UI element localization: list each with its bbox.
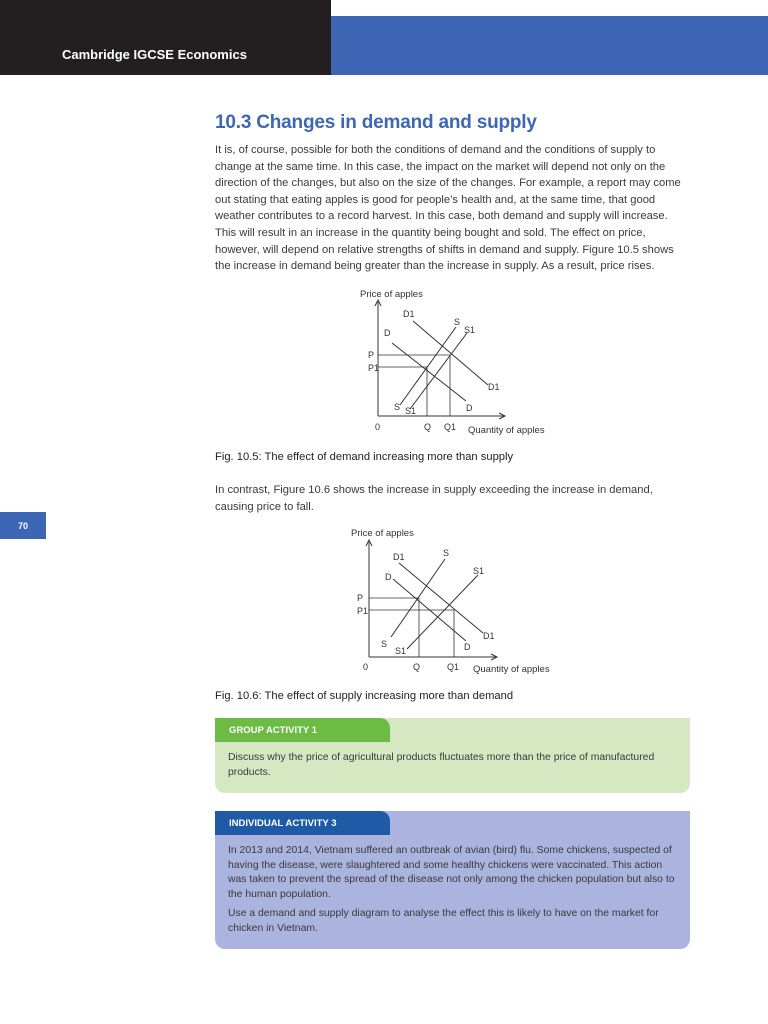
figure-10-5-caption: Fig. 10.5: The effect of demand increasing more than supply <box>215 451 514 463</box>
price-label-p1: P1 <box>368 363 380 373</box>
curve-label-s1-top: S1 <box>464 325 476 335</box>
curve-label-s1-top: S1 <box>473 566 485 576</box>
group-activity-heading: GROUP ACTIVITY 1 <box>215 718 390 742</box>
quantity-label-q: Q <box>413 662 421 672</box>
curve-label-s1-bottom: S1 <box>395 646 407 656</box>
curve-label-s-top: S <box>454 317 461 327</box>
curve-label-d-bottom: D <box>466 403 473 413</box>
curve-label-s1-bottom: S1 <box>405 406 417 416</box>
individual-activity-text-1: In 2013 and 2014, Vietnam suffered an outbreak of avian (bird) flu. Some chickens, suspected of having the disease, were slaughtered and some healthy chickens were vaccinated. This action was taken to prevent the spread of the disease not only among the chicken population but also to the human population. <box>228 845 675 900</box>
curve-label-s-top: S <box>443 548 450 558</box>
supply-curve-s1 <box>407 575 478 649</box>
curve-label-s-bottom: S <box>381 639 388 649</box>
header-dark-band <box>0 0 331 75</box>
curve-label-d1-top: D1 <box>403 309 415 319</box>
price-label-p: P <box>368 350 375 360</box>
group-activity-text: Discuss why the price of agricultural products fluctuates more than the price of manufactured products. <box>228 752 655 778</box>
header-blue-band <box>331 16 768 75</box>
book-title: Cambridge IGCSE Economics <box>62 47 247 62</box>
contrast-paragraph: In contrast, Figure 10.6 shows the increase in supply exceeding the increase in demand, causing price to fall. <box>215 484 653 513</box>
curve-label-d-top: D <box>384 328 391 338</box>
figure-10-6-diagram <box>333 523 563 678</box>
section-title: 10.3 Changes in demand and supply <box>215 112 537 133</box>
curve-label-d1-bottom: D1 <box>488 382 500 392</box>
origin-label: 0 <box>375 422 381 432</box>
price-label-p: P <box>357 593 364 603</box>
quantity-label-q1: Q1 <box>444 422 457 432</box>
supply-curve-s <box>400 327 456 405</box>
individual-activity-box <box>215 811 690 949</box>
supply-curve-s1 <box>410 333 467 409</box>
curve-label-d1-bottom: D1 <box>483 631 495 641</box>
intro-paragraph: It is, of course, possible for both the conditions of demand and the conditions of supply to change at the same time. In this case, the impact on the market will depend not only on the direction of the changes, but also on the size of the changes. For example, a report may come out stating that eating apples is good for people’s health and, at the same time, that good weather contributes to a record harvest. In this case, both demand and supply will increase. This will result in an increase in the quantity being bought and sold. The effect on price, however, will depend on relative strengths of shifts in demand and supply. Figure 10.5 shows the increase in demand being greater than the increase in supply. As a result, price rises. <box>215 144 681 273</box>
demand-curve-d1 <box>413 321 488 385</box>
quantity-label-q1: Q1 <box>447 662 460 672</box>
quantity-label-q: Q <box>424 422 432 432</box>
individual-activity-heading: INDIVIDUAL ACTIVITY 3 <box>215 811 390 835</box>
curve-label-d-top: D <box>385 572 392 582</box>
curve-label-d1-top: D1 <box>393 552 405 562</box>
x-axis-label: Quantity of apples <box>468 425 545 436</box>
curve-label-s-bottom: S <box>394 402 401 412</box>
y-axis-label: Price of apples <box>351 528 414 539</box>
demand-curve-d <box>392 343 466 401</box>
page-number-tab: 70 <box>0 512 46 539</box>
y-axis-label: Price of apples <box>360 289 423 300</box>
x-axis-label: Quantity of apples <box>473 664 550 675</box>
price-label-p1: P1 <box>357 606 369 616</box>
origin-label: 0 <box>363 662 369 672</box>
figure-10-6-caption: Fig. 10.6: The effect of supply increasing more than demand <box>215 690 514 702</box>
individual-activity-text-2: Use a demand and supply diagram to analyse the effect this is likely to have on the market for chicken in Vietnam. <box>228 908 659 934</box>
figure-10-5-diagram <box>340 285 560 440</box>
curve-label-d-bottom: D <box>464 642 471 652</box>
group-activity-box <box>215 718 690 793</box>
